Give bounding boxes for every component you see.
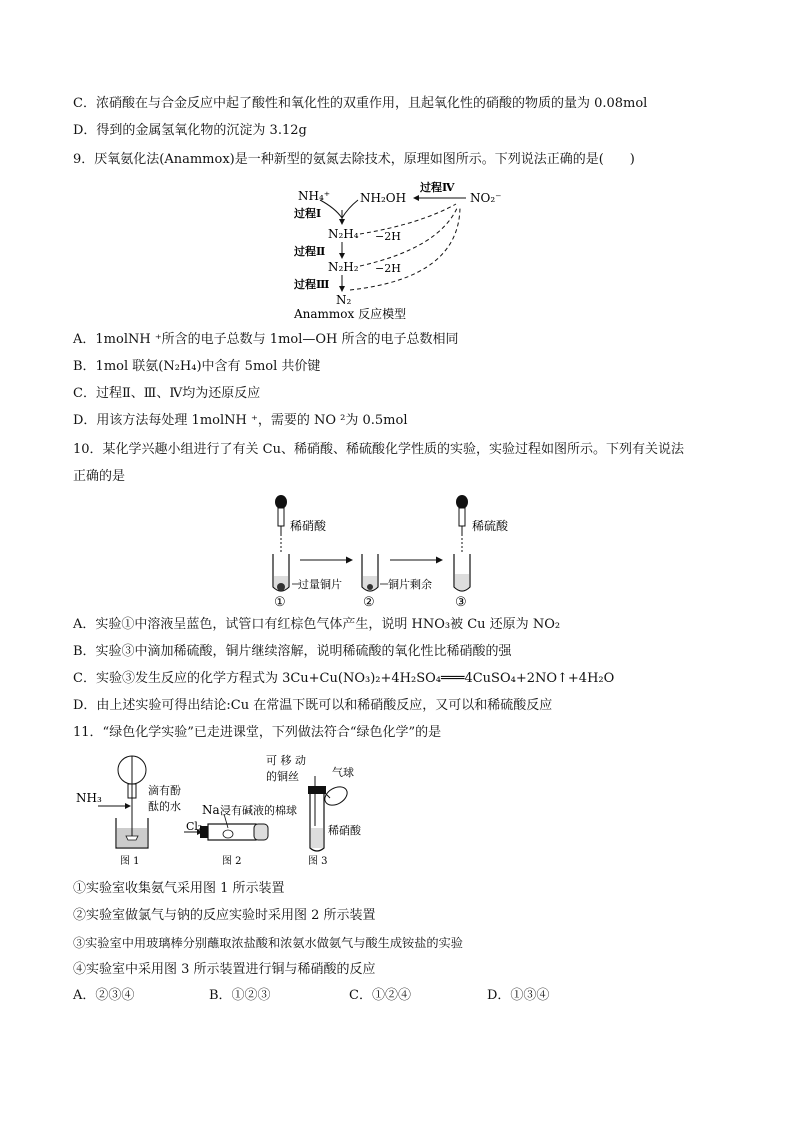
q11-option-c: C．①②④	[349, 988, 411, 1003]
q11-item-1: ①实验室收集氨气采用图 1 所示装置	[73, 881, 285, 896]
no2-label: NO₂⁻	[470, 191, 502, 205]
q11-stem: 11．“绿色化学实验”已走进课堂，下列做法符合“绿色化学”的是	[73, 725, 442, 740]
phenol-water-line1: 滴有酚	[148, 784, 181, 797]
diagram-caption: Anammox 反应模型	[294, 307, 407, 321]
process-1-label: 过程Ⅰ	[294, 207, 322, 220]
q9-option-c: C．过程Ⅱ、Ⅲ、Ⅳ均为还原反应	[73, 386, 261, 401]
q9-option-a: A．1molNH ⁺所含的电子总数与 1mol—OH 所含的电子总数相同	[73, 332, 459, 347]
q11-option-a: A．②③④	[73, 988, 135, 1003]
dilute-hno3-fig3-label: 稀硝酸	[328, 824, 361, 837]
test-tube-3	[454, 554, 470, 591]
nh4-label: NH₄⁺	[298, 189, 331, 203]
figure-1-apparatus	[98, 756, 148, 848]
experiment-diagram	[260, 492, 530, 612]
q11-option-d: D．①③④	[487, 988, 550, 1003]
q10-stem-line2: 正确的是	[73, 469, 126, 484]
dropper-1	[275, 495, 287, 536]
fig2-caption: 图 2	[222, 856, 242, 867]
cotton-label: 浸有碱液的棉球	[220, 804, 297, 817]
q8-option-d: D．得到的金属氢氧化物的沉淀为 3.12g	[73, 123, 307, 138]
q10-option-d: D．由上述实验可得出结论:Cu 在常温下既可以和稀硝酸反应，又可以和稀硫酸反应	[73, 698, 553, 713]
process-3-label: 过程Ⅲ	[294, 278, 330, 291]
dropper-3	[456, 495, 468, 536]
n2-label: N₂	[336, 293, 352, 307]
q9-stem: 9．厌氧氨化法(Anammox)是一种新型的氨氮去除技术，原理如图所示。下列说法正确的是( )	[73, 152, 635, 167]
n2h2-label: N₂H₂	[328, 260, 359, 274]
anammox-diagram	[280, 178, 520, 323]
label-2: ②	[363, 595, 375, 610]
cl2-label: Cl₂	[186, 820, 203, 833]
q11-item-3: ③实验室中用玻璃棒分别蘸取浓盐酸和浓氨水做氨气与酸生成铵盐的实验	[73, 936, 463, 950]
green-chem-figures	[74, 748, 374, 870]
test-tube-2	[362, 554, 378, 591]
dilute-hno3-label: 稀硝酸	[290, 519, 327, 533]
minus-2h-2: −2H	[375, 262, 401, 275]
dashed-arrow-3	[350, 206, 460, 290]
q10-option-a: A．实验①中溶液呈蓝色，试管口有红棕色气体产生，说明 HNO₃被 Cu 还原为 NO₂	[73, 617, 561, 632]
q10-stem-line1: 10．某化学兴趣小组进行了有关 Cu、稀硝酸、稀硫酸化学性质的实验，实验过程如图所示。下列有关说法	[73, 442, 684, 457]
nh3-label: NH₃	[76, 791, 102, 805]
movable-wire-line1: 可 移 动	[266, 754, 306, 767]
phenol-water-line2: 酞的水	[148, 800, 181, 813]
process-2-label: 过程Ⅱ	[294, 245, 326, 258]
label-3: ③	[455, 595, 467, 610]
minus-2h-1: −2H	[375, 230, 401, 243]
na-label: Na	[202, 803, 220, 817]
dilute-h2so4-label: 稀硫酸	[472, 519, 509, 533]
n2h4-label: N₂H₄	[328, 227, 359, 241]
q11-option-b: B．①②③	[209, 988, 271, 1003]
process-4-label: 过程Ⅳ	[420, 181, 455, 194]
q9-option-b: B．1mol 联氨(N₂H₄)中含有 5mol 共价键	[73, 359, 321, 374]
nh2oh-label: NH₂OH	[360, 191, 407, 205]
balloon-label: 气球	[332, 766, 354, 779]
test-tube-1	[273, 554, 289, 591]
q9-option-d: D．用该方法每处理 1molNH ⁺，需要的 NO ²为 0.5mol	[73, 413, 408, 428]
label-1: ①	[274, 595, 286, 610]
excess-cu-label: 过量铜片	[298, 578, 342, 591]
q11-item-2: ②实验室做氯气与钠的反应实验时采用图 2 所示装置	[73, 908, 376, 923]
figure-3-apparatus	[308, 776, 350, 851]
q8-option-c: C．浓硝酸在与合金反应中起了酸性和氧化性的双重作用，且起氧化性的硝酸的物质的量为 0.08mol	[73, 96, 648, 111]
fig1-caption: 图 1	[120, 856, 140, 867]
q10-option-c: C．实验③发生反应的化学方程式为 3Cu+Cu(NO₃)₂+4H₂SO₄═══4CuSO₄+2NO↑+4H₂O	[73, 671, 615, 686]
q10-option-b: B．实验③中滴加稀硫酸，铜片继续溶解，说明稀硫酸的氧化性比稀硝酸的强	[73, 644, 512, 659]
cu-left-label: 铜片剩余	[388, 578, 432, 591]
movable-wire-line2: 的铜丝	[266, 770, 299, 783]
fig3-caption: 图 3	[308, 856, 328, 867]
q11-item-4: ④实验室中采用图 3 所示装置进行铜与稀硝酸的反应	[73, 962, 376, 977]
